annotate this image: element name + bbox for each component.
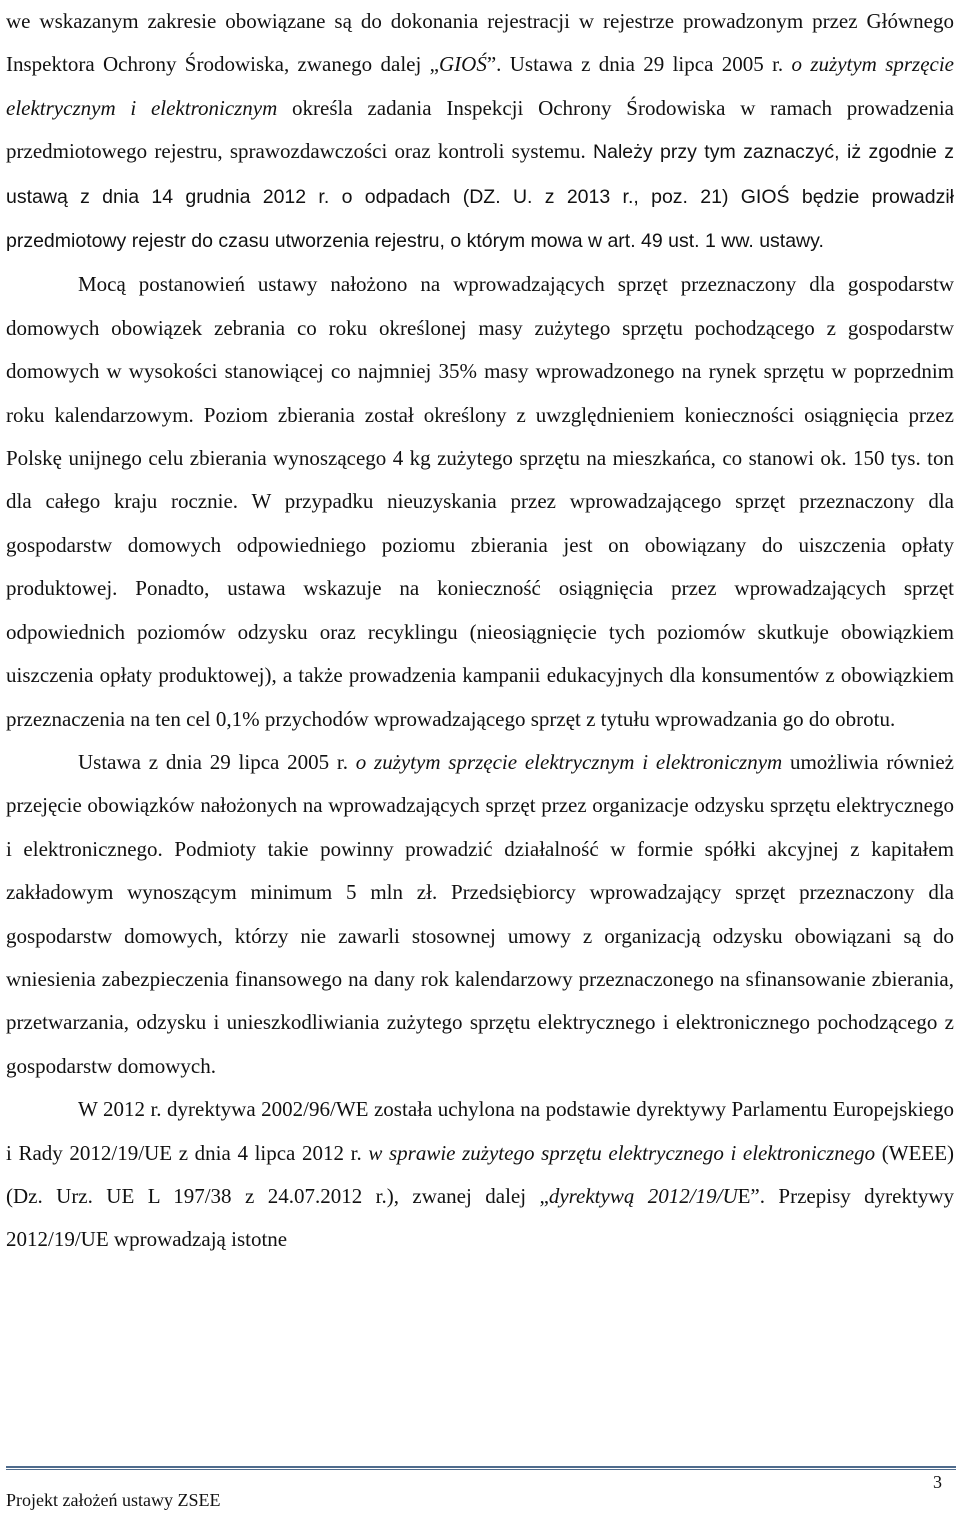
text-segment: W 2012 r. dyrektywa 2002/96/WE została uchylona na podstawie dyrektywy Parlamentu Europejskiego i Rady 2012/19/UE z dnia 4 lipca 2012 r. xyxy=(6,1097,954,1165)
italic-text-segment: GIOŚ xyxy=(439,52,487,77)
text-segment: określa zadania Inspekcji Ochrony Środowiska w ramach prowadzenia przedmiotowego rejestru, sprawozdawczości oraz kontroli systemu. xyxy=(6,95,954,164)
text-segment: (WEEE) (Dz. Urz. UE L 197/38 z 24.07.2012 r.), zwanej dalej „ xyxy=(6,1140,955,1208)
paragraph-1 xyxy=(6,0,954,263)
paragraph-2 xyxy=(6,263,954,740)
paragraph-3 xyxy=(6,741,954,1088)
text-segment: Należy przy tym zaznaczyć, iż zgodnie z ustawą z dnia 14 grudnia 2012 r. o odpadach (DZ. U. z 2013 r., poz. 21) GIOŚ będzie prowadził przedmiotowy rejestr do czasu utworzenia rejestru, o którym mowa w art. 49 ust. 1 ww. ustawy. xyxy=(6,141,954,253)
text-segment: umożliwia również przejęcie obowiązków nałożonych na wprowadzających sprzęt przez organizacje odzysku sprzętu elektrycznego i elektronicznego. Podmioty takie powinny prowadzić działalność w formie spółki akcyjnej z kapitałem zakładowym wynoszącym minimum 5 mln zł. Przedsiębiorcy wprowadzający sprzęt przeznaczony dla gospodarstw domowych, którzy nie zawarli stosownej umowy z organizacją odzysku obowiązani są do wniesienia zabezpieczenia finansowego na dany rok kalendarzowy przeznaczonego na sfinansowanie zbierania, przetwarzania, odzysku i unieszkodliwiania zużytego sprzętu elektrycznego i elektronicznego pochodzącego z gospodarstw domowych. xyxy=(6,749,955,1078)
page-number: 3 xyxy=(933,1472,942,1492)
text-segment: Mocą postanowień ustawy nałożono na wprowadzających sprzęt przeznaczony dla gospodarstw domowych obowiązek zebrania co roku określonej masy zużytego sprzętu pochodzącego z gospodarstw domowych w wysokości stanowiącej co najmniej 35% masy wprowadzonego na rynek sprzętu w poprzednim roku kalendarzowym. Poziom zbierania został określony z uwzględnieniem konieczności osiągnięcia przez Polskę unijnego celu zbierania wynoszącego 4 kg zużytego sprzętu na mieszkańca, co stanowi ok. 150 tys. ton dla całego kraju rocznie. W przypadku nieuzyskania przez wprowadzającego sprzęt przeznaczony dla gospodarstw domowych odpowiedniego poziomu zbierania jest on obowiązany do uiszczenia opłaty produktowej. Ponadto, ustawa wskazuje na konieczność osiągnięcia przez wprowadzających sprzęt odpowiednich poziomów odzysku oraz recyklingu (nieosiągnięcie tych poziomów skutkuje obowiązkiem uiszczenia opłaty produktowej), a także prowadzenia kampanii edukacyjnych dla konsumentów z obowiązkiem przeznaczenia na ten cel 0,1% przychodów wprowadzającego sprzęt z tytułu wprowadzania go do obrotu. xyxy=(6,272,954,731)
italic-text-segment: w sprawie zużytego sprzętu elektrycznego i elektronicznego xyxy=(368,1140,876,1165)
footer-document-title: Projekt założeń ustawy ZSEE xyxy=(6,1490,221,1510)
text-segment: E”. Przepisy dyrektywy 2012/19/UE wprowadzają istotne xyxy=(6,1183,954,1252)
footer-divider xyxy=(6,1466,956,1470)
italic-text-segment: o zużytym sprzęcie elektrycznym i elektronicznym xyxy=(6,52,955,120)
text-segment: Ustawa z dnia 29 lipca 2005 r. xyxy=(78,749,356,774)
text-segment: we wskazanym zakresie obowiązane są do dokonania rejestracji w rejestrze prowadzonym przez Głównego Inspektora Ochrony Środowiska, zwanego dalej „ xyxy=(6,9,954,77)
document-body xyxy=(6,0,954,1262)
text-segment: ”. Ustawa z dnia 29 lipca 2005 r. xyxy=(486,52,792,77)
italic-text-segment: dyrektywą 2012/19/U xyxy=(548,1183,738,1208)
paragraph-4 xyxy=(6,1088,954,1262)
italic-text-segment: o zużytym sprzęcie elektrycznym i elektronicznym xyxy=(355,749,783,774)
